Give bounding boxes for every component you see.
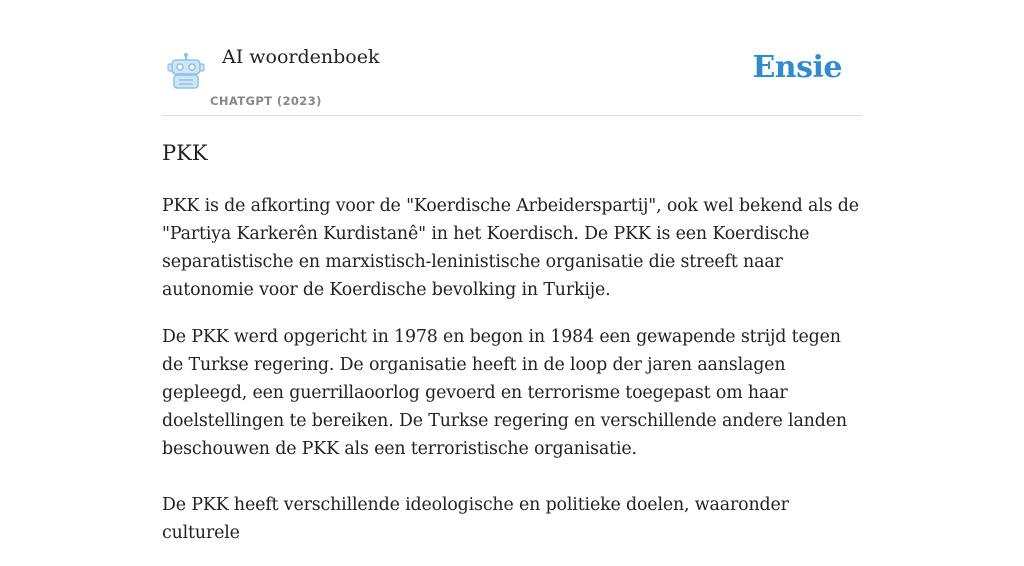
entry-paragraph: De PKK werd opgericht in 1978 en begon in 1984 een gewapende strijd tegen de Turkse regering. De organisatie heeft in de loop der jaren aanslagen gepleegd, een guerrillaoorlog gevoerd en terrorisme toegepast om haar doelstellingen te bereiken. De Turkse regering en verschillende andere landen beschouwen de PKK als een terroristische organisatie. bbox=[162, 327, 847, 459]
page bbox=[162, 0, 862, 543]
header bbox=[162, 0, 862, 116]
brand-logo[interactable]: Ensie bbox=[752, 50, 842, 85]
entry-paragraph: PKK is de afkorting voor de "Koerdische Arbeiderspartij", ook wel bekend als de "Partiya Karkerên Kurdistanê" in het Koerdisch. De PKK is een Koerdische separatistische en marxistisch-leninistische organisatie die streeft naar autonomie voor de Koerdische bevolking in Turkije. bbox=[162, 196, 859, 300]
dictionary-title[interactable]: AI woordenboek bbox=[222, 46, 380, 68]
source-label: CHATGPT (2023) bbox=[210, 94, 322, 108]
robot-icon bbox=[166, 52, 206, 90]
entry-body bbox=[162, 192, 862, 566]
entry-title: PKK bbox=[162, 141, 208, 165]
entry-paragraph: De PKK heeft verschillende ideologische en politieke doelen, waaronder culturele bbox=[162, 495, 789, 543]
